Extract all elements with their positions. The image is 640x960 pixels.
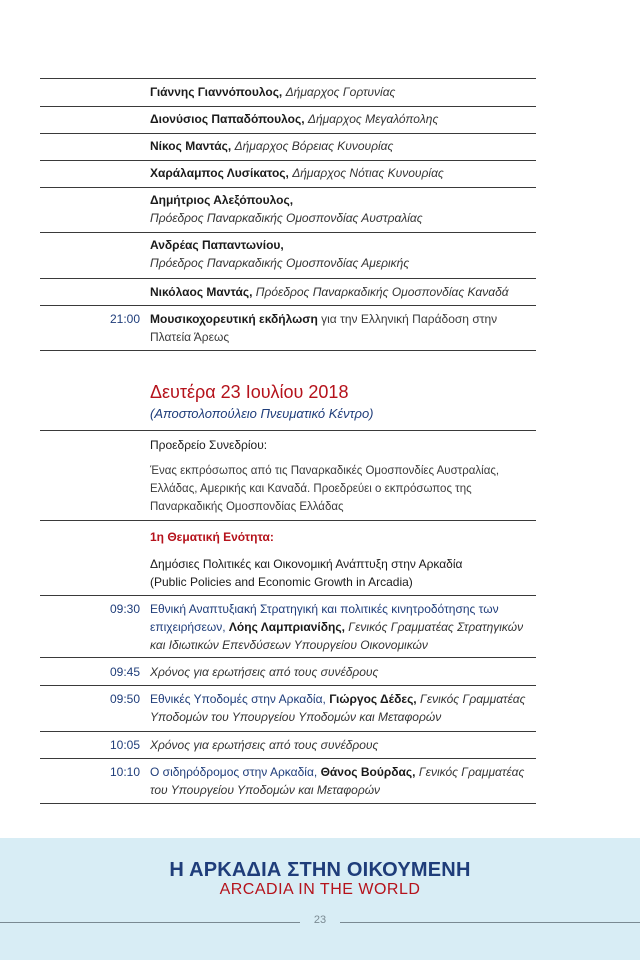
speaker-title: Δήμαρχος Μεγαλόπολης (307, 112, 439, 126)
divider (40, 133, 536, 134)
event-title: Μουσικοχορευτική εκδήλωση (150, 312, 318, 326)
speaker-row (150, 83, 530, 101)
speaker-title: Δήμαρχος Νότιας Κυνουρίας (292, 166, 444, 180)
speaker-row (150, 283, 530, 301)
divider (40, 731, 536, 732)
talk-speaker: Θάνος Βούρδας, (320, 765, 416, 779)
footer-subtitle: ARCADIA IN THE WORLD (219, 881, 421, 898)
presidium-line: Παναρκαδικής Ομοσπονδίας Ελλάδας (150, 501, 344, 513)
divider (40, 278, 536, 279)
talk-topic: Εθνική Αναπτυξιακή Στρατηγική και πολιτικές κινητροδότησης των (150, 602, 499, 616)
speaker-name: Ανδρέας Παπαντωνίου, (150, 238, 284, 252)
divider (40, 803, 536, 804)
divider (40, 520, 536, 521)
talk-topic: Ο σιδηρόδρομος στην Αρκαδία, (150, 765, 318, 779)
divider (40, 350, 536, 351)
speaker-name: Διονύσιος Παπαδόπουλος, (150, 112, 305, 126)
page-footer (0, 838, 640, 960)
day-title: Δευτέρα 23 Ιουλίου 2018 (150, 382, 349, 402)
speaker-title: Δήμαρχος Γορτυνίας (285, 85, 396, 99)
divider (40, 78, 536, 79)
talk-topic: Εθνικές Υποδομές στην Αρκαδία, (150, 692, 326, 706)
speaker-row (150, 236, 530, 272)
speaker-row (150, 110, 530, 128)
talk-time: 09:30 (109, 602, 140, 616)
speaker-name: Γιάννης Γιαννόπουλος, (150, 85, 283, 99)
event-row (150, 310, 530, 346)
divider (40, 106, 536, 107)
talk-topic: επιχειρήσεων, (150, 620, 226, 634)
session-title-line: Δημόσιες Πολιτικές και Οικονομική Ανάπτυξη στην Αρκαδία (150, 557, 463, 571)
talk-role: του Υπουργείου Υποδομών και Μεταφορών (150, 783, 381, 797)
talk-time: 10:05 (109, 738, 140, 752)
questions-text: Χρόνος για ερωτήσεις από τους συνέδρους (150, 665, 379, 679)
divider (40, 430, 536, 431)
event-text: για την Ελληνική Παράδοση στην (321, 312, 498, 326)
speaker-row (150, 164, 530, 182)
talk-row (150, 763, 530, 799)
speaker-row (150, 191, 530, 227)
talk-role: Γενικός Γραμματέας Στρατηγικών (348, 620, 524, 634)
footer-title: Η ΑΡΚΑΔΙΑ ΣΤΗΝ ΟΙΚΟΥΜΕΝΗ (169, 859, 471, 881)
speaker-title: Δήμαρχος Βόρειας Κυνουρίας (234, 139, 394, 153)
presidium-line: Ένας εκπρόσωπος από τις Παναρκαδικές Ομοσπονδίες Αυστραλίας, (150, 465, 500, 477)
talk-role: Γενικός Γραμματέας (418, 765, 525, 779)
talk-role: και Ιδιωτικών Επενδύσεων Υπουργείου Οικονομικών (150, 638, 428, 652)
talk-speaker: Γιώργος Δέδες, (329, 692, 417, 706)
divider (40, 595, 536, 596)
divider (40, 657, 536, 658)
speaker-title: Πρόεδρος Παναρκαδικής Ομοσπονδίας Καναδά (255, 285, 509, 299)
divider (40, 160, 536, 161)
talk-time: 10:10 (109, 765, 140, 779)
talk-row (150, 690, 530, 726)
session-title (150, 555, 530, 591)
session-label: 1η Θεματική Ενότητα: (150, 530, 274, 544)
divider (40, 187, 536, 188)
presidium-text (150, 462, 530, 516)
divider (40, 232, 536, 233)
talk-row (150, 600, 530, 654)
session-title-line: (Public Policies and Economic Growth in Arcadia) (150, 575, 413, 589)
talk-speaker: Λόης Λαμπριανίδης, (228, 620, 345, 634)
speaker-row (150, 137, 530, 155)
day-venue: (Αποστολοπούλειο Πνευματικό Κέντρο) (150, 406, 374, 421)
talk-role: Γενικός Γραμματέας (420, 692, 526, 706)
talk-role: Υποδομών του Υπουργείου Υποδομών και Μεταφορών (150, 710, 442, 724)
footer-rule-right (340, 922, 640, 923)
presidium-label: Προεδρείο Συνεδρίου: (150, 438, 268, 452)
speaker-title: Πρόεδρος Παναρκαδικής Ομοσπονδίας Αυστραλίας (150, 211, 423, 225)
event-time: 21:00 (109, 312, 140, 326)
talk-time: 09:50 (109, 692, 140, 706)
talk-time: 09:45 (109, 665, 140, 679)
page-number: 23 (313, 914, 327, 926)
divider (40, 758, 536, 759)
questions-text: Χρόνος για ερωτήσεις από τους συνέδρους (150, 738, 379, 752)
divider (40, 305, 536, 306)
divider (40, 685, 536, 686)
speaker-title: Πρόεδρος Παναρκαδικής Ομοσπονδίας Αμερικής (150, 256, 410, 270)
speaker-name: Νίκος Μαντάς, (150, 139, 232, 153)
speaker-name: Χαράλαμπος Λυσίκατος, (150, 166, 289, 180)
presidium-line: Ελλάδας, Αμερικής και Καναδά. Προεδρεύει ο εκπρόσωπος της (150, 483, 472, 495)
speaker-name: Νικόλαος Μαντάς, (150, 285, 253, 299)
event-text-cont: Πλατεία Άρεως (150, 330, 230, 344)
speaker-name: Δημήτριος Αλεξόπουλος, (150, 193, 294, 207)
